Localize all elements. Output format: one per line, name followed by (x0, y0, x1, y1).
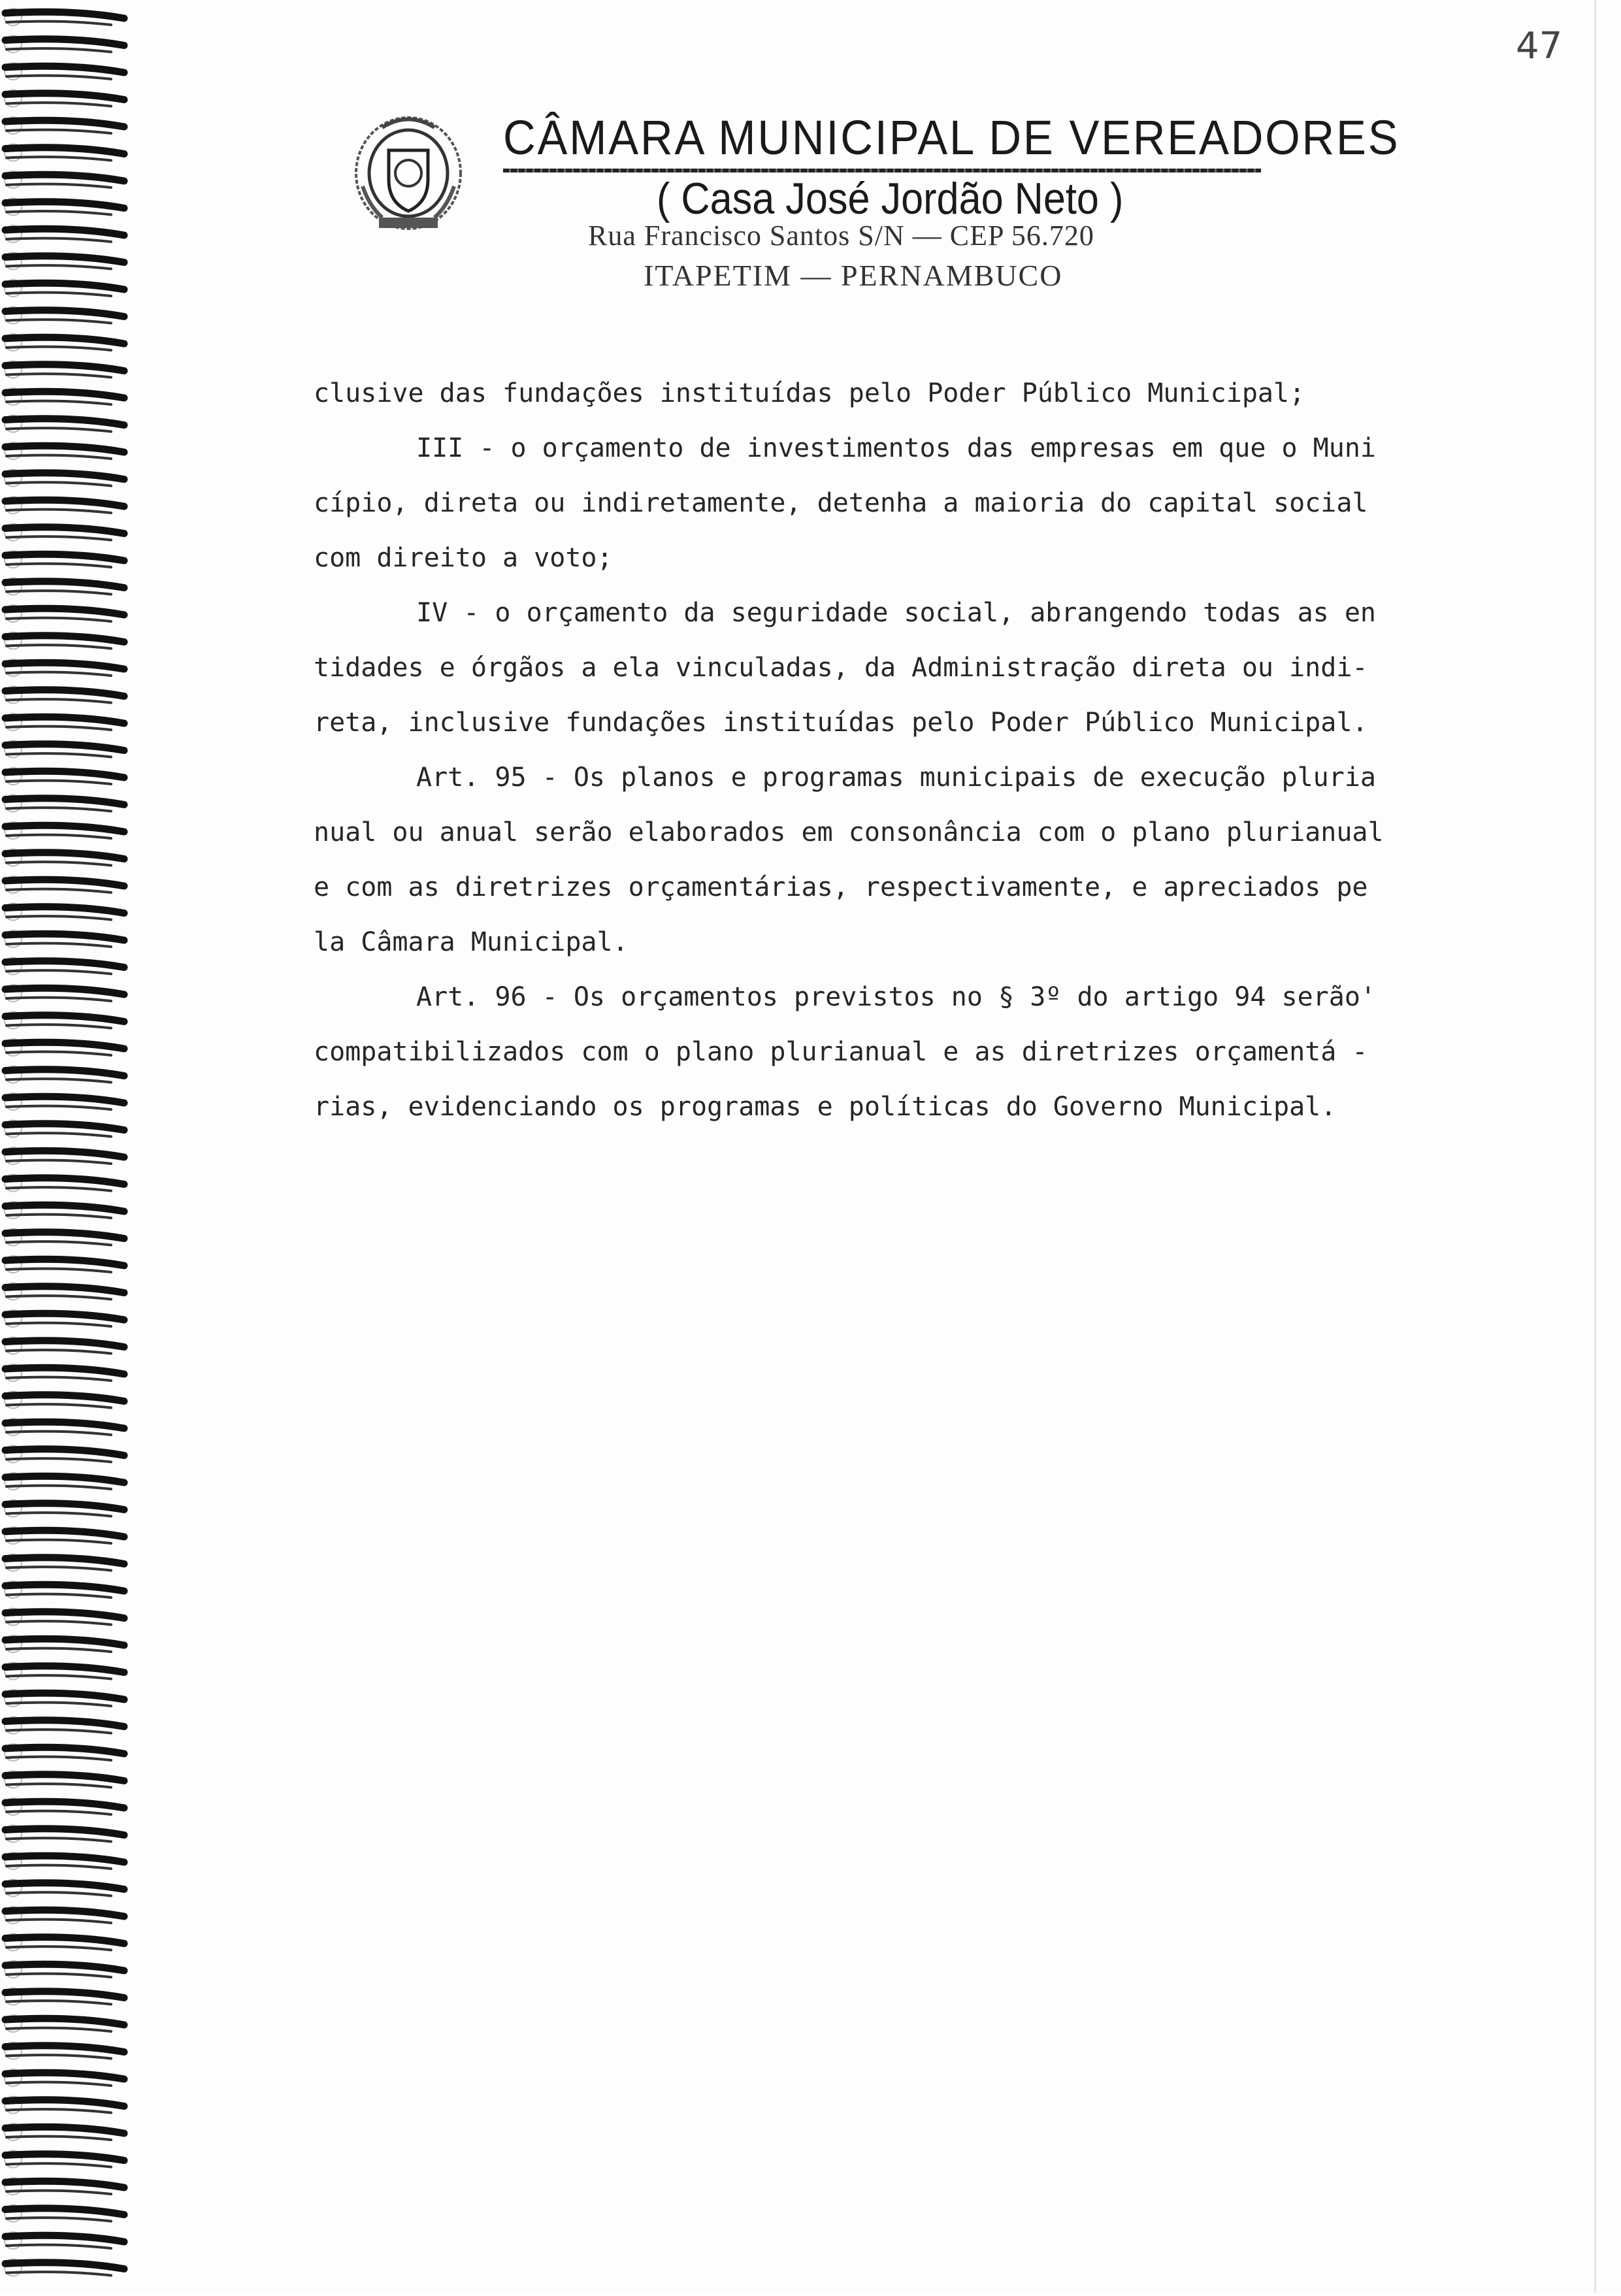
page-number: 47 (1516, 25, 1563, 67)
municipal-coat-of-arms-icon (343, 108, 474, 238)
text-line: IV - o orçamento da seguridade social, abrangendo todas as en (416, 598, 1377, 628)
header-underline (503, 169, 1261, 172)
text-line: Art. 96 - Os orçamentos previstos no § 3º do artigo 94 serão' (416, 982, 1377, 1012)
text-line: rias, evidenciando os programas e políticas do Governo Municipal. (314, 1092, 1337, 1122)
text-line: cípio, direta ou indiretamente, detenha a maioria do capital social (314, 488, 1368, 518)
text-line: Art. 95 - Os planos e programas municipais de execução pluria (416, 763, 1377, 793)
text-line: e com as diretrizes orçamentárias, respectivamente, e apreciados pe (314, 872, 1368, 902)
text-line: III - o orçamento de investimentos das empresas em que o Muni (416, 433, 1377, 463)
text-line: nual ou anual serão elaborados em consonância com o plano plurianual (314, 817, 1384, 847)
chamber-name: CÂMARA MUNICIPAL DE VEREADORES (503, 110, 1400, 165)
text-line: compatibilizados com o plano plurianual e as diretrizes orçamentá - (314, 1037, 1368, 1067)
text-line: com direito a voto; (314, 543, 613, 573)
city-state: ITAPETIM — PERNAMBUCO (644, 259, 1063, 292)
house-name: ( Casa José Jordão Neto ) (657, 174, 1124, 223)
text-line: tidades e órgãos a ela vinculadas, da Administração direta ou indi- (314, 653, 1368, 683)
spiral-binding (0, 0, 150, 2293)
text-line: clusive das fundações instituídas pelo Poder Público Municipal; (314, 378, 1305, 408)
address: Rua Francisco Santos S/N — CEP 56.720 (588, 220, 1094, 252)
body-text (314, 366, 1529, 1134)
text-line: reta, inclusive fundações instituídas pelo Poder Público Municipal. (314, 708, 1368, 738)
page-edge (1594, 0, 1596, 2293)
text-line: la Câmara Municipal. (314, 927, 629, 957)
